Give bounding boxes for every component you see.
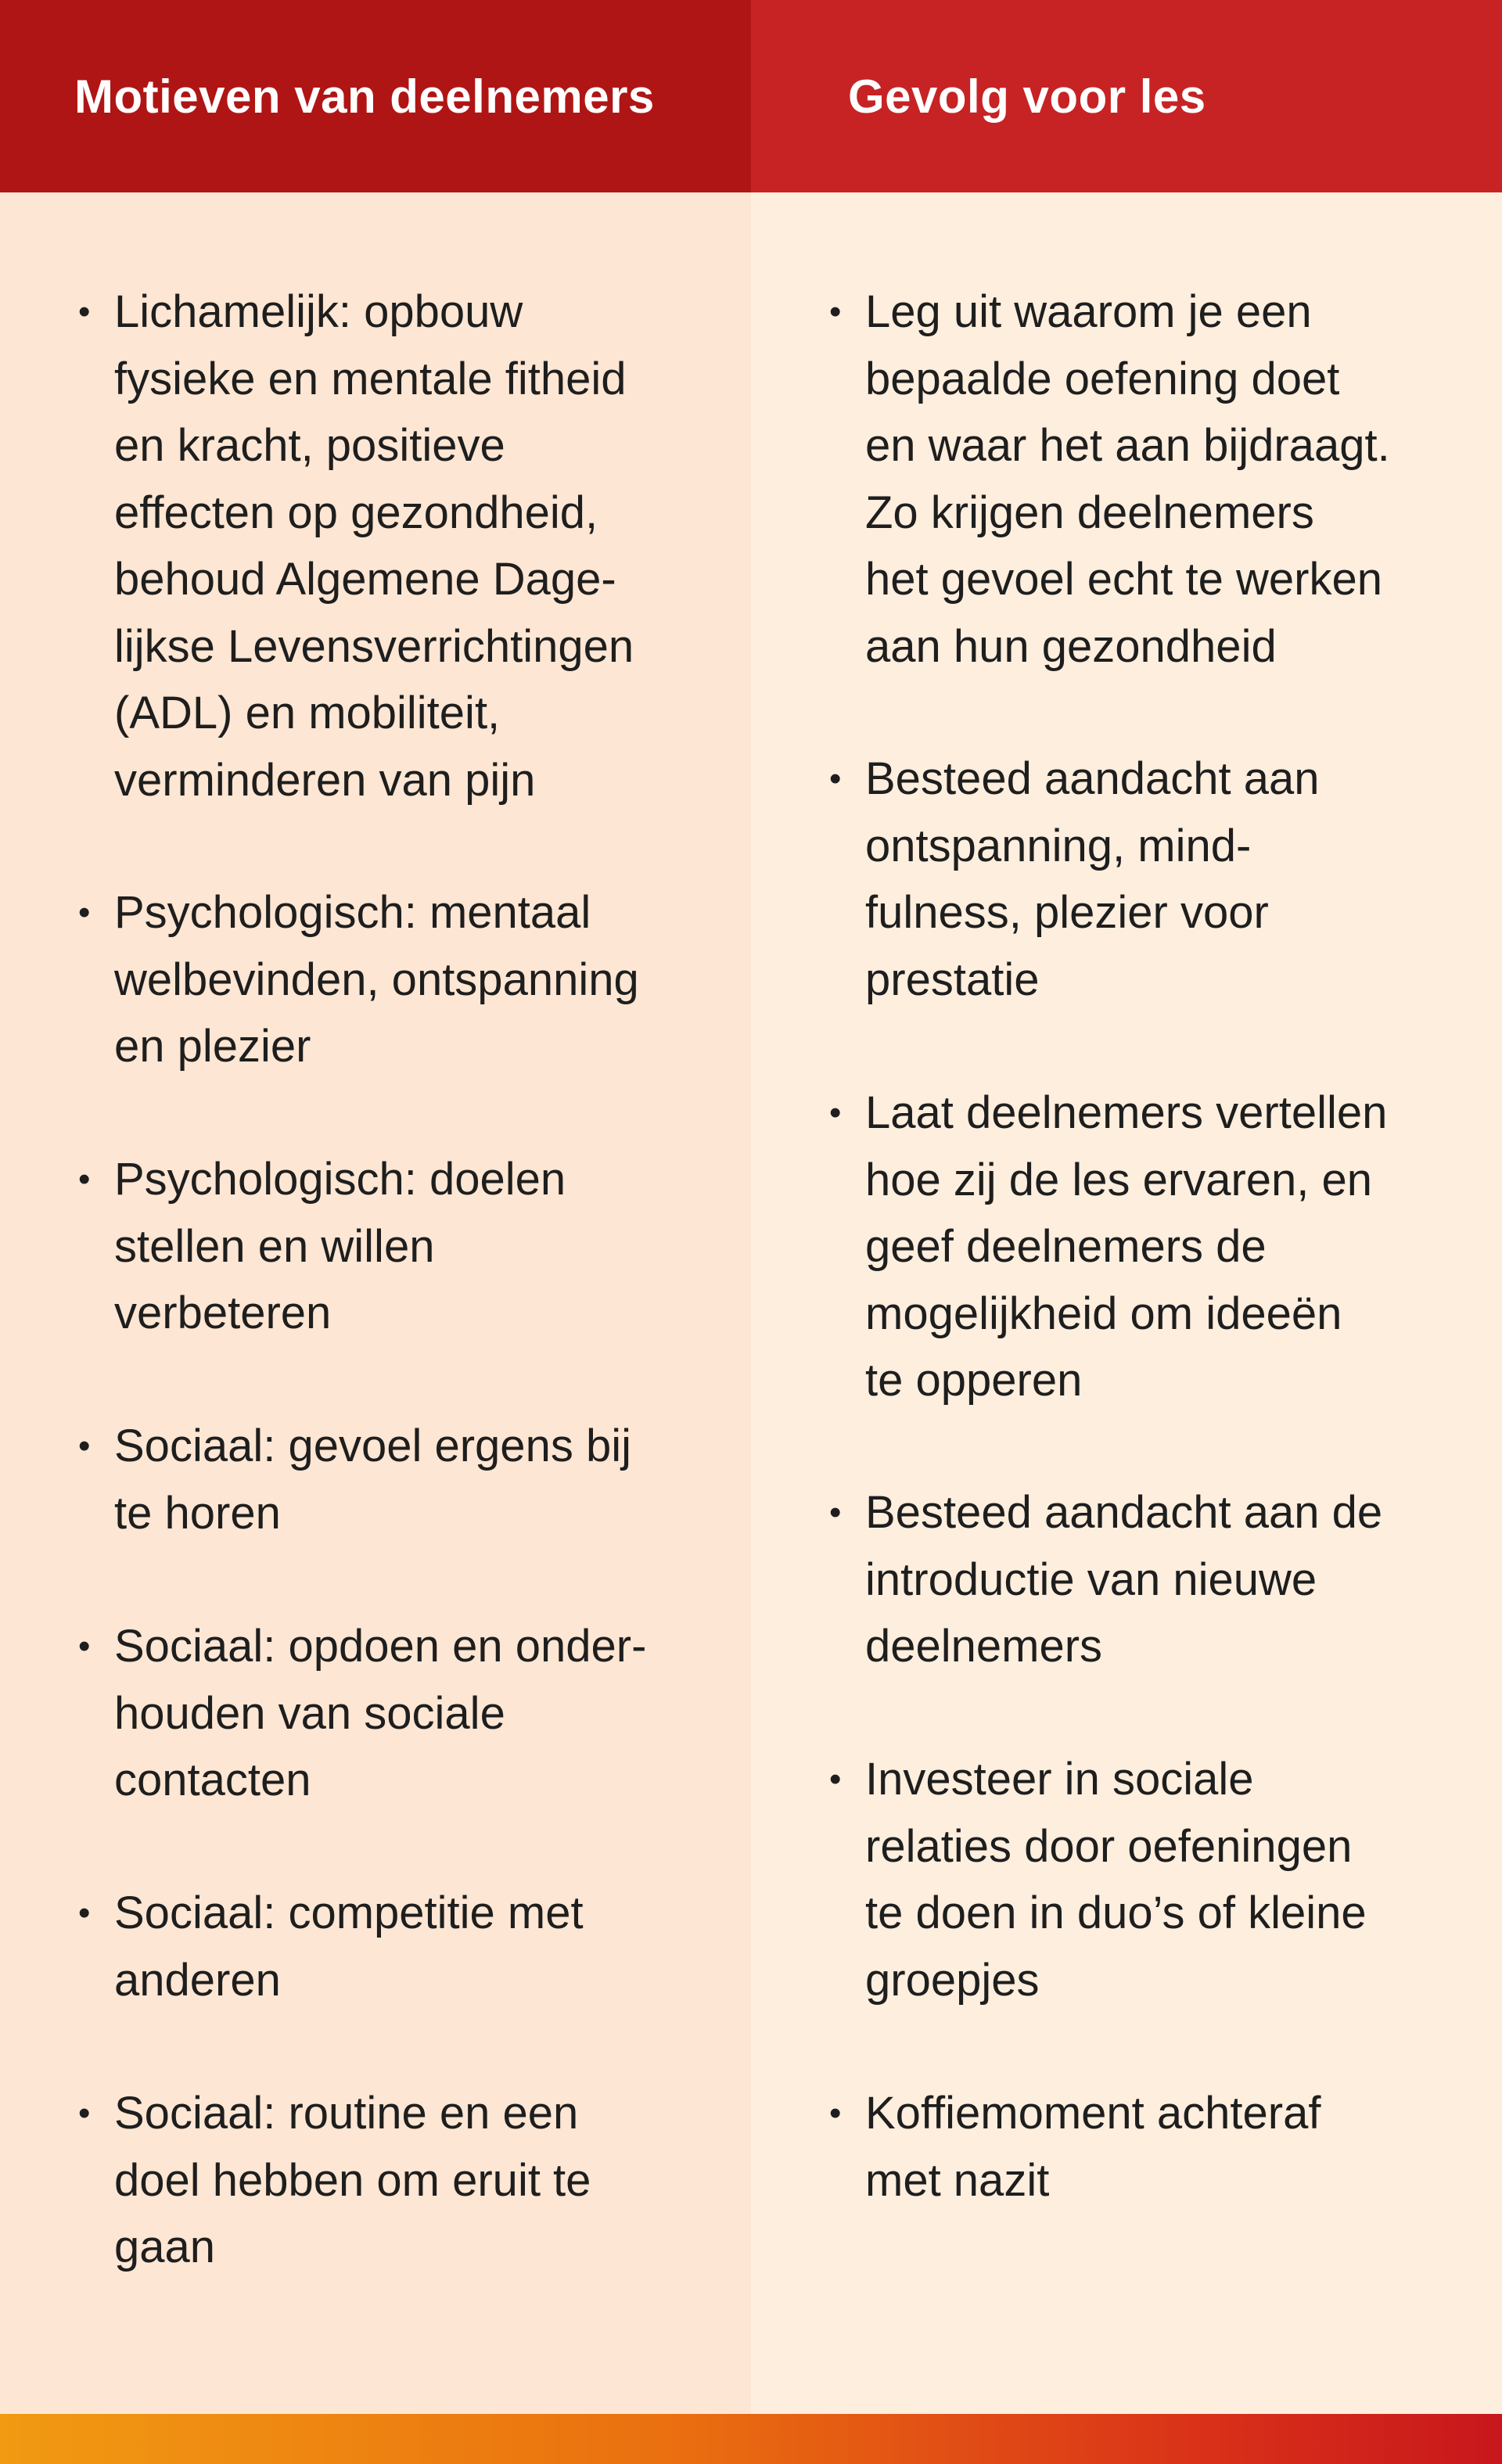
list-item (78, 278, 740, 814)
list-item (829, 745, 1491, 1013)
list-item-text: Besteed aandacht aan de introductie van nieuwe deelnemers (865, 1487, 1383, 1672)
bullet-icon: • (829, 2094, 842, 2132)
list-item (829, 278, 1491, 680)
list-item-text: Sociaal: routine en een doel hebben om eruit te gaan (114, 2088, 591, 2272)
bullet-icon: • (829, 1493, 842, 1532)
list-item (78, 1146, 740, 1347)
bullet-icon: • (78, 2094, 91, 2132)
list-item-text: Sociaal: competitie met anderen (114, 1888, 584, 2006)
list-item-text: Investeer in sociale relaties door oefeningen te doen in duo’s of kleine groepjes (865, 1754, 1367, 2006)
bullet-icon: • (78, 893, 91, 932)
bullet-icon: • (829, 293, 842, 331)
bullet-icon: • (78, 1160, 91, 1198)
bullet-icon: • (829, 760, 842, 798)
list-item-text: Koffiemoment achteraf met nazit (865, 2088, 1321, 2206)
list-item (78, 1880, 740, 2013)
bullet-icon: • (78, 293, 91, 331)
list-item (78, 2080, 740, 2281)
column-header-motives (0, 0, 751, 192)
column-header-consequences (751, 0, 1502, 192)
list-item (829, 1746, 1491, 2013)
list-item (829, 1479, 1491, 1680)
list-item (829, 2080, 1491, 2214)
bullet-icon: • (829, 1760, 842, 1798)
list-item-text: Psychologisch: doelen stellen en willen verbeteren (114, 1154, 566, 1338)
list-item-text: Sociaal: gevoel ergens bij te horen (114, 1421, 631, 1539)
bullet-icon: • (78, 1427, 91, 1465)
list-item-text: Lichamelijk: opbouw fysieke en mentale fitheid en kracht, positieve effecten op gezondheid, behoud Algemene Dage- lijkse Levensverrichtingen (ADL) en mobiliteit, verminderen van pijn (114, 286, 634, 806)
bullet-icon: • (78, 1627, 91, 1665)
list-item-text: Sociaal: opdoen en onder- houden van sociale contacten (114, 1621, 647, 1805)
column-title-motives: Motieven van deelnemers (74, 70, 655, 123)
list-item (78, 879, 740, 1080)
list-item-text: Leg uit waarom je een bepaalde oefening doet en waar het aan bijdraagt. Zo krijgen deelnemers het gevoel echt te werken aan hun gezondheid (865, 286, 1390, 672)
column-title-consequences: Gevolg voor les (848, 70, 1206, 123)
list-item (78, 1413, 740, 1546)
bottom-gradient-bar (0, 2414, 1502, 2464)
list-item (829, 1079, 1491, 1414)
bullet-icon: • (78, 1894, 91, 1932)
list-item-text: Laat deelnemers vertellen hoe zij de les ervaren, en geef deelnemers de mogelijkheid om ideeën te opperen (865, 1087, 1388, 1406)
column-motives (0, 0, 751, 2414)
list-item-text: Psychologisch: mentaal welbevinden, ontspanning en plezier (114, 887, 639, 1072)
bullet-icon: • (829, 1094, 842, 1132)
list-item (78, 1613, 740, 1814)
list-item-text: Besteed aandacht aan ontspanning, mind- fulness, plezier voor prestatie (865, 753, 1320, 1005)
